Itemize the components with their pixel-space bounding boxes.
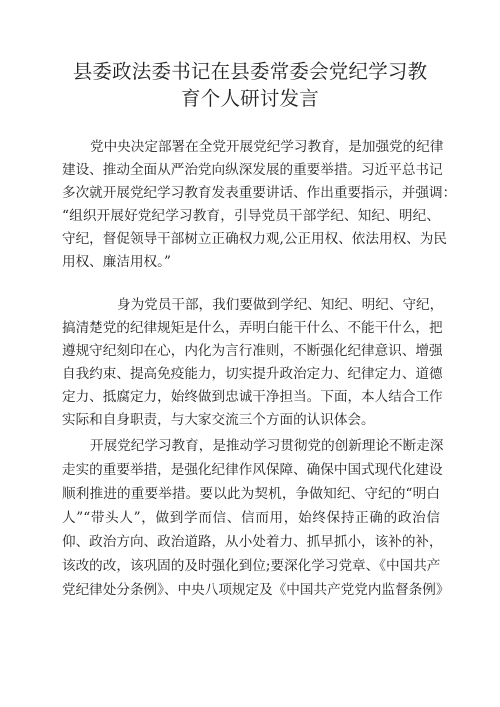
paragraph-3-line-4: 人”“带头人”，做到学而信、信而用，始终保持正确的政治信 bbox=[62, 510, 440, 526]
paragraph-3-line-3: 顺利推进的重要举措。要以此为契机，争做知纪、守纪的“明白 bbox=[62, 486, 440, 502]
paragraph-1-line-3: 多次就开展党纪学习教育发表重要讲话、作出重要指示，并强调： bbox=[62, 185, 457, 201]
paragraph-2-line-1: 身为党员干部，我们要做到学纪、知纪、明纪、守纪， bbox=[117, 297, 444, 313]
paragraph-3-line-7: 党纪律处分条例》、中央八项规定及《中国共产党党内监督条例》 bbox=[62, 582, 450, 598]
paragraph-1-line-5: 守纪，督促领导干部树立正确权力观,公正用权、依法用权、为民 bbox=[62, 231, 447, 247]
paragraph-1-line-1: 党中央决定部署在全党开展党纪学习教育，是加强党的纪律 bbox=[90, 139, 444, 155]
paragraph-3-line-5: 仰、政治方向、政治道路，从小处着力、抓早抓小，该补的补， bbox=[62, 534, 443, 550]
paragraph-3-line-6: 该改的改，该巩固的及时强化到位;要深化学习党章、《中国共产 bbox=[62, 558, 441, 574]
paragraph-2-line-5: 定力、抵腐定力，始终做到忠诚干净担当。下面，本人结合工作 bbox=[62, 389, 443, 405]
paragraph-1-line-2: 建设、推动全面从严治党向纵深发展的重要举措。习近平总书记 bbox=[62, 162, 443, 178]
document-title-line-1: 县委政法委书记在县委常委会党纪学习教 bbox=[72, 60, 428, 83]
paragraph-2-line-3: 遵规守纪刻印在心，内化为言行准则，不断强化纪律意识、增强 bbox=[62, 343, 443, 359]
paragraph-2-line-2: 搞清楚党的纪律规矩是什么，弄明白能干什么、不能干什么，把 bbox=[62, 320, 443, 336]
paragraph-2-line-4: 自我约束、提高免疫能力，切实提升政治定力、纪律定力、道德 bbox=[62, 366, 443, 382]
paragraph-3-line-1: 开展党纪学习教育，是推动学习贯彻党的创新理论不断走深 bbox=[90, 438, 444, 454]
paragraph-1-line-4: “组织开展好党纪学习教育，引导党员干部学纪、知纪、明纪、 bbox=[62, 208, 440, 224]
paragraph-1-line-6: 用权、廉洁用权。” bbox=[62, 254, 171, 270]
paragraph-3-line-2: 走实的重要举措，是强化纪律作风保障、确保中国式现代化建设 bbox=[62, 462, 443, 478]
document-title-line-2: 育个人研讨发言 bbox=[181, 87, 319, 110]
paragraph-2-line-6: 实际和自身职责，与大家交流三个方面的认识体会。 bbox=[62, 412, 375, 428]
